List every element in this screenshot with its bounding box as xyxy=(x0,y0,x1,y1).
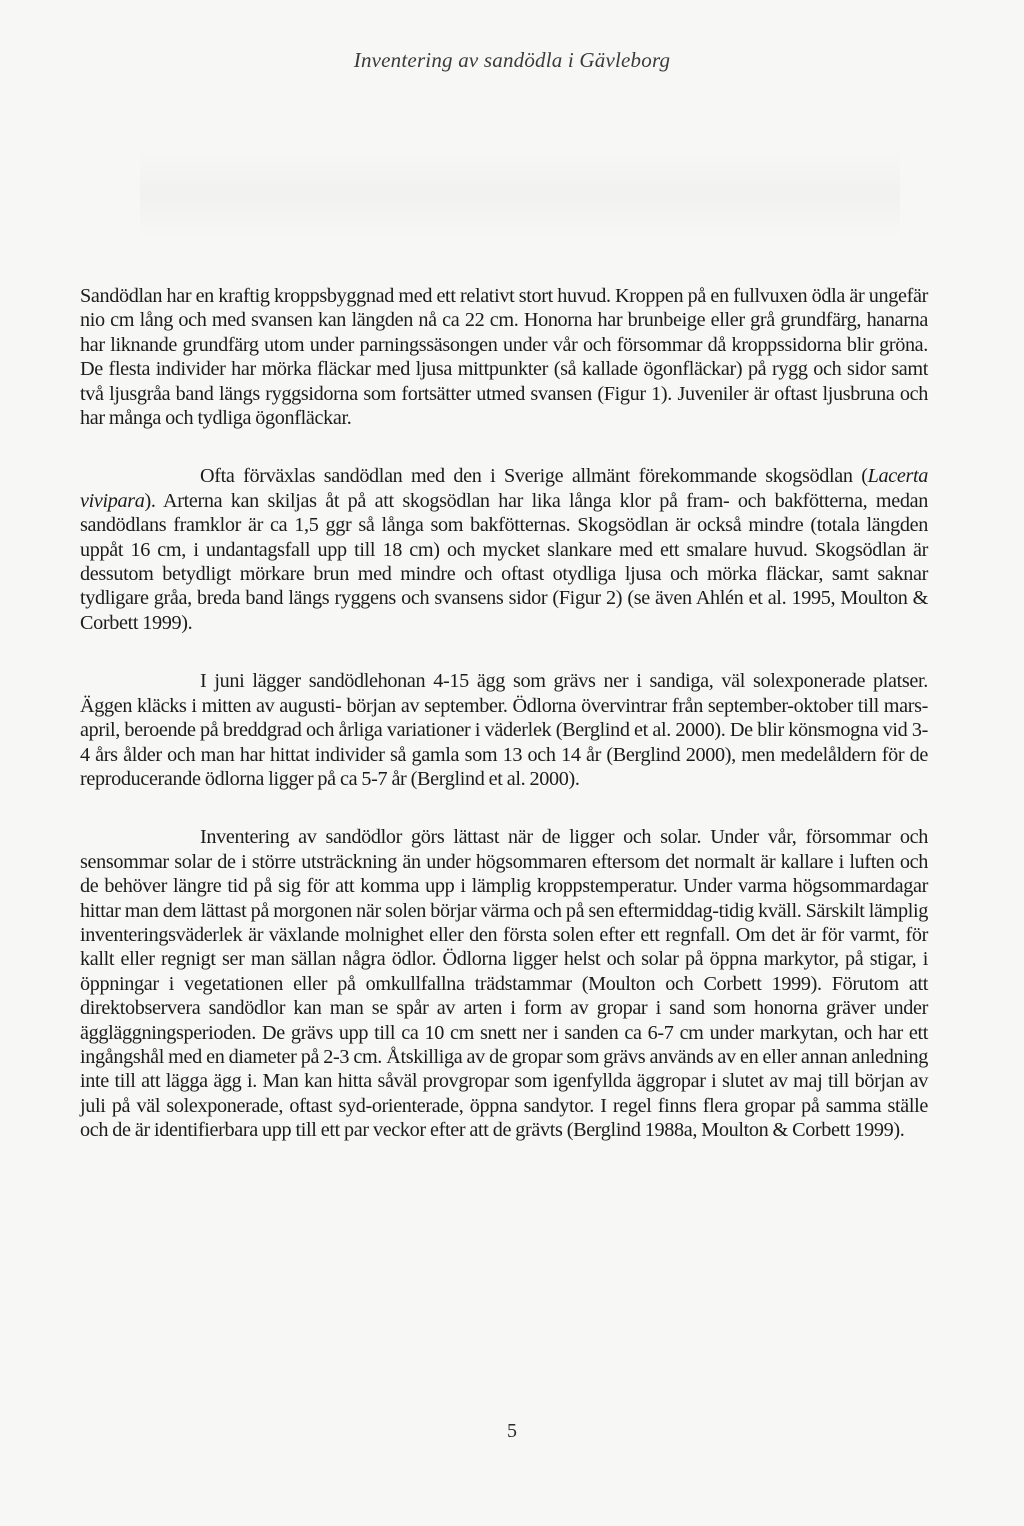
paragraph-text: I juni lägger sandödlehonan 4-15 ägg som grävs ner i sandiga, väl solexponerade platser. Äggen kläcks i mitten av augusti- början av september. Ödlorna övervintrar från september-oktober till mars-april, beroende på breddgrad och årliga variationer i väderlek (Berglind et al. 2000). De blir könsmogna vid 3-4 års ålder och man har hittat individer så gamla som 13 och 14 år (Berglind 2000), men medelåldern för de reproducerande ödlorna ligger på ca 5-7 år (Berglind et al. 2000). xyxy=(80,670,928,790)
paragraph-survey xyxy=(80,825,928,1142)
page-number: 5 xyxy=(507,1420,517,1442)
paragraph-text: Ofta förväxlas sandödlan med den i Sverige allmänt förekommande skogsödlan ( xyxy=(200,465,868,488)
paragraph-text: Sandödlan har en kraftig kroppsbyggnad med ett relativt stort huvud. Kroppen på en fullvuxen ödla är ungefär nio cm lång och med svansen kan längden nå ca 22 cm. Honorna har brunbeige eller grå grundfärg, hanarna har liknande grundfärg utom under parningssäsongen under vår och försommar då kroppssidorna blir gröna. De flesta individer har mörka fläckar med ljusa mittpunkter (så kallade ögonfläckar) på rygg och sidor samt två ljusgråa band längs ryggsidorna som fortsätter utmed svansen (Figur 1). Juveniler är oftast ljusbruna och har många och tydliga ögonfläckar. xyxy=(80,285,928,430)
running-header: Inventering av sandödla i Gävleborg xyxy=(353,48,671,72)
paragraph-text-continued: ). Arterna kan skiljas åt på att skogsödlan har lika långa klor på fram- och bakfötterna, medan sandödlans framklor är ca 1,5 ggr så långa som bakfötternas. Skogsödlan är också mindre (totala längden uppåt 16 cm, i undantagsfall upp till 18 cm) och mycket slankare med ett smalare huvud. Skogsödlan är dessutom betydligt mörkare brun med mindre och oftast otydliga ljusa och mörka fläckar, samt saknar tydligare gråa, breda band längs ryggens och svansens sidor (Figur 2) (se även Ahlén et al. 1995, Moulton & Corbett 1999). xyxy=(80,489,928,634)
paragraph-text: Inventering av sandödlor görs lättast när de ligger och solar. Under vår, försommar och sensommar solar de i större utsträckning än under högsommaren eftersom det normalt är kallare i luften och de behöver längre tid på sig för att komma upp i lämplig kroppstemperatur. Under varma högsommardagar hittar man dem lättast på morgonen när solen börjar värma och på sen eftermiddag-tidig kväll. Särskilt lämplig inventeringsväderlek är växlande molnighet eller den första solen efter ett regnfall. Om det är för varmt, för kallt eller regnigt ser man sällan några ödlor. Ödlorna ligger helst och solar på öppna markytor, på stigar, i öppningar i vegetationen eller på omkullfallna trädstammar (Moulton och Corbett 1999). Förutom att direktobservera sandödlor kan man se spår av arten i form av gropar i sand som honorna gräver under äggläggningsperioden. De grävs upp till ca 10 cm snett ner i sanden ca 6-7 cm under markytan, och har ett ingångshål med en diameter på 2-3 cm. Åtskilliga av de gropar som grävs används av en eller annan anledning inte till att lägga ägg i. Man kan hitta såväl provgropar som igenfyllda äggropar i slutet av maj till början av juli på väl solexponerade, oftast syd-orienterade, öppna sandytor. I regel finns flera gropar på samma ställe och de är identifierbara upp till ett par veckor efter att de grävts (Berglind 1988a, Moulton & Corbett 1999). xyxy=(80,826,928,1142)
paragraph-description xyxy=(80,284,928,430)
paragraph-reproduction xyxy=(80,669,928,791)
paragraph-comparison xyxy=(80,464,928,635)
body-text xyxy=(80,284,928,1177)
species-name: Lacerta vivipara xyxy=(80,465,928,512)
faded-scan-band xyxy=(140,150,900,240)
